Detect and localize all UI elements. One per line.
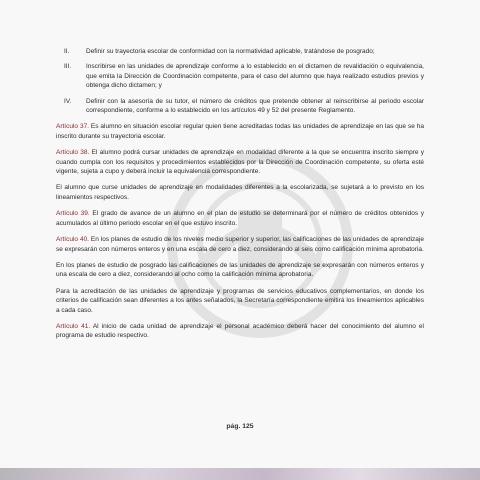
list-item-text: Inscribirse en las unidades de aprendizaje conforme a lo establecido en el dictamen de revalidación o equivalencia, que emita la Dirección de Coordinación competente, para el caso del alumno que haya realizado estudios previos y obtenga dicho dictamen; y <box>86 63 424 90</box>
article-heading: Artículo 37. <box>56 123 89 131</box>
list-item-number: IV. <box>64 97 72 105</box>
article-heading: Artículo 39. <box>56 210 90 218</box>
footer-band <box>0 468 480 480</box>
paragraph-text: Para la acreditación de las unidades de aprendizaje y programas de servicios educativos complementarios, en donde los criterios de calificación sean diferentes a los antes señalados, la Secretaría correspondiente emitirá los lineamientos aplicables a cada caso. <box>56 287 424 314</box>
paragraph-text: El alumno podrá cursar unidades de aprendizaje en modalidad diferente a la que se encuentra inscrito siempre y cuando cumpla con los requisitos y procedimientos establecidos por la Dirección de Coordinación competente, su oferta esté vigente, sujeta a cupo y deberá incluir la equivalencia correspondiente. <box>56 149 424 176</box>
article-heading: Artículo 41. <box>56 322 91 330</box>
page-number: pág. 125 <box>226 423 254 430</box>
article-heading: Artículo 38. <box>56 149 90 157</box>
paragraph-article-39 <box>56 209 424 228</box>
paragraph-text: Es alumno en situación escolar regular quien tiene acreditadas todas las unidades de aprendizaje en las que se ha inscrito durante su trayectoria escolar. <box>56 123 424 140</box>
list-item-number: III. <box>64 63 72 71</box>
document-body <box>56 47 424 348</box>
list-item-number: II. <box>64 48 70 55</box>
list-item-text: Definir su trayectoria escolar de conformidad con la normatividad aplicable, tratándose de posgrado; <box>86 48 375 55</box>
list-item <box>56 47 424 56</box>
paragraph-article-41 <box>56 322 424 341</box>
paragraph-article-40 <box>56 235 424 254</box>
paragraph-article-38 <box>56 148 424 176</box>
paragraph-text: El alumno que curse unidades de aprendizaje en modalidades diferentes a la escolarizada, se sujetará a lo previsto en los lineamientos respectivos. <box>56 184 424 201</box>
list-item <box>56 97 424 116</box>
paragraph-text: En los planes de estudio de posgrado las calificaciones de las unidades de aprendizaje se expresarán con números enteros y una escala de cero a diez, considerando al ocho como la calificación mínima aprobatoria. <box>56 261 424 279</box>
paragraph <box>56 261 424 280</box>
list-item-text: Definir con la asesoría de su tutor, el número de créditos que pretende obtener al reinscribirse al periodo escolar correspondiente, conforme a lo establecido en los artículos 49 y 52 del presente Reglamento. <box>86 97 424 115</box>
paragraph-text: Al inicio de cada unidad de aprendizaje el personal académico deberá hacer del conocimiento del alumno el programa de estudio respectivo. <box>56 322 424 340</box>
paragraph <box>56 183 424 202</box>
paragraph-text: El grado de avance de un alumno en el plan de estudio se determinará por el número de créditos obtenidos y acumulados al último periodo escolar en el que estuvo inscrito. <box>56 210 424 227</box>
paragraph-article-37 <box>56 122 424 141</box>
paragraph <box>56 287 424 315</box>
list-item <box>56 62 424 90</box>
paragraph-text: En los planes de estudio de los niveles medio superior y superior, las calificaciones de las unidades de aprendizaje se expresarán con números enteros y en una escala de cero a diez, considerando al seis como calificación mínima aprobatoria. <box>56 236 424 253</box>
article-heading: Artículo 40. <box>56 236 89 244</box>
